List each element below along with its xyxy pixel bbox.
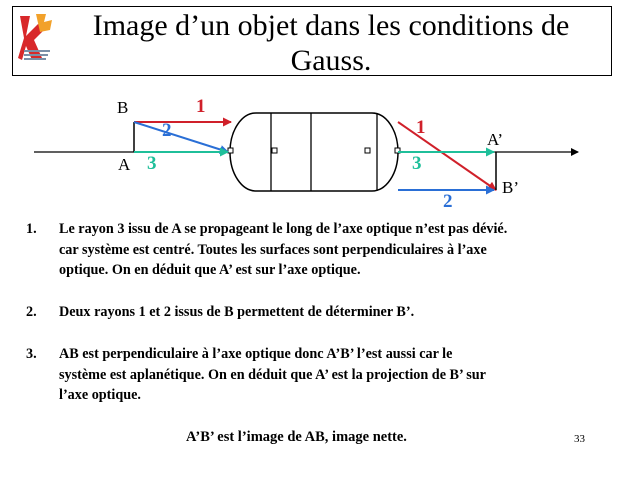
slide-title: [56, 8, 606, 78]
optical-diagram: [0, 86, 638, 216]
list-line: Le rayon 3 issu de A se propageant le long de l’axe optique n’est pas dévié.: [59, 221, 508, 237]
university-logo: [16, 10, 56, 68]
vertex-marker: [272, 148, 277, 153]
list-line: AB est perpendiculaire à l’axe optique donc A’B’ l’est aussi car le: [59, 346, 453, 362]
label-B: B: [117, 98, 129, 117]
title-line-2: Gauss.: [290, 44, 372, 77]
ray-2-number-left: 2: [162, 120, 172, 141]
vertex-marker: [365, 148, 370, 153]
optical-system: [230, 113, 398, 191]
ray-2-number-right: 2: [443, 191, 453, 212]
label-A: A: [118, 155, 131, 174]
ray-2-incoming: [134, 122, 228, 152]
list-line: Deux rayons 1 et 2 issus de B permettent de déterminer B’.: [59, 304, 415, 320]
list-number: 1.: [26, 221, 37, 237]
label-A-prime: A’: [487, 130, 504, 149]
label-B-prime: B’: [502, 178, 519, 197]
conclusion-text: A’B’ est l’image de AB, image nette.: [186, 429, 407, 445]
list-line: car système est centré. Toutes les surfaces sont perpendiculaires à l’axe: [59, 241, 487, 258]
page-number: 33: [574, 433, 585, 445]
ray-1-number-left: 1: [196, 96, 206, 117]
ray-3-number-right: 3: [412, 153, 422, 174]
ray-3-number-left: 3: [147, 153, 157, 174]
title-line-1: Image d’un objet dans les conditions de: [92, 9, 570, 42]
vertex-marker: [228, 148, 233, 153]
ray-1-number-right: 1: [416, 117, 426, 138]
list-line: système est aplanétique. On en déduit que A’ est la projection de B’ sur: [59, 366, 486, 383]
list-number: 3.: [26, 346, 37, 362]
list-number: 2.: [26, 304, 37, 320]
list-line: l’axe optique.: [59, 387, 141, 403]
list-line: optique. On en déduit que A’ est sur l’axe optique.: [59, 262, 361, 278]
